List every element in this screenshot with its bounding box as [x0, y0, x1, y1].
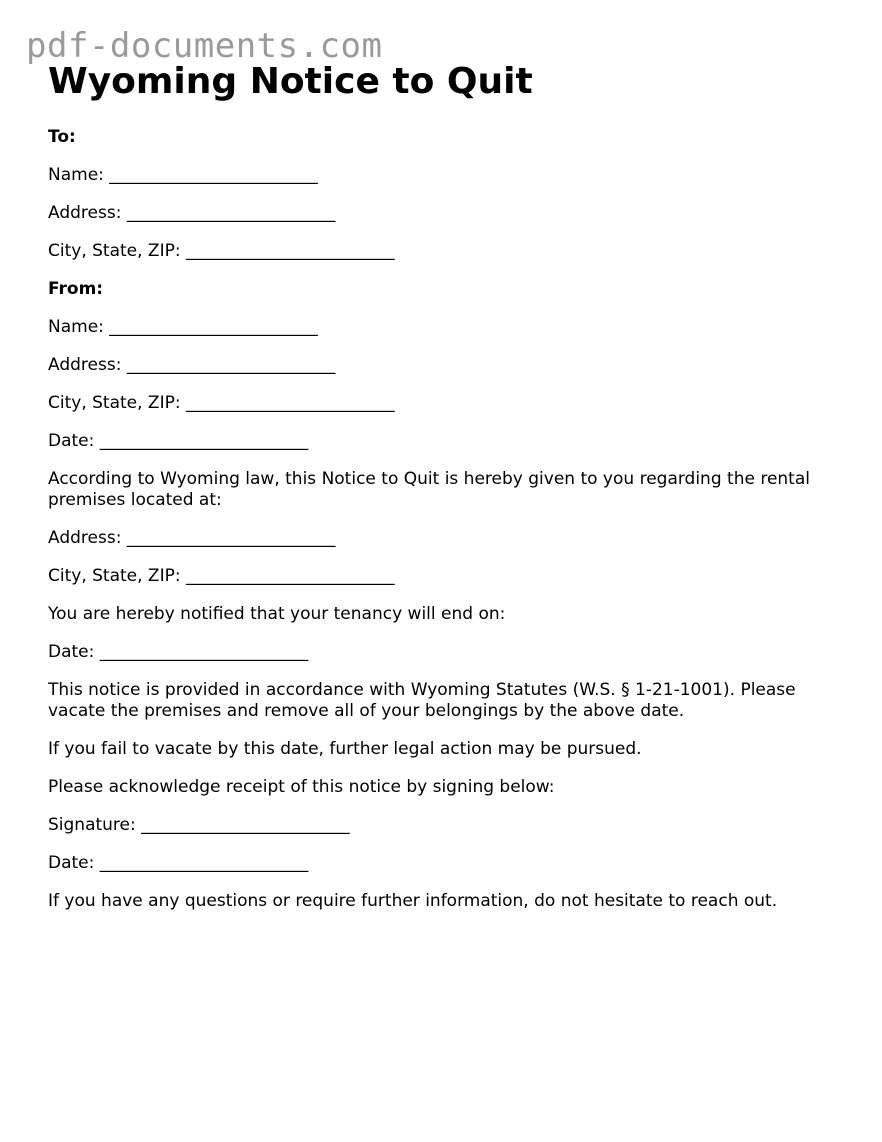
notice-date-field[interactable]: __________________________: [99, 431, 308, 451]
closing-text: If you have any questions or require further information, do not hesitate to reach out.: [48, 891, 778, 911]
watermark: pdf-documents.com: [26, 26, 383, 66]
signature-label: Signature:: [48, 815, 136, 835]
premises-address-row: [48, 528, 838, 549]
notice-date-label: Date:: [48, 431, 95, 451]
premises-intro: According to Wyoming law, this Notice to Quit is hereby given to you regarding the rental premises located at:: [48, 469, 810, 510]
signature-date-row: [48, 853, 838, 874]
from-name-row: [48, 317, 838, 338]
to-name-label: Name:: [48, 165, 104, 185]
from-city-label: City, State, ZIP:: [48, 393, 181, 413]
signature-date-label: Date:: [48, 853, 95, 873]
premises-city-row: [48, 566, 838, 587]
to-name-row: [48, 165, 838, 186]
from-heading: From:: [48, 279, 104, 299]
premises-address-field[interactable]: __________________________: [126, 528, 335, 548]
termination-date-label: Date:: [48, 642, 95, 662]
signature-date-field[interactable]: __________________________: [99, 853, 308, 873]
termination-date-row: [48, 642, 838, 663]
from-address-field[interactable]: __________________________: [126, 355, 335, 375]
from-address-row: [48, 355, 838, 376]
warning-text: If you fail to vacate by this date, further legal action may be pursued.: [48, 739, 642, 759]
from-name-label: Name:: [48, 317, 104, 337]
from-address-label: Address:: [48, 355, 122, 375]
to-city-row: [48, 241, 838, 262]
signature-row: [48, 815, 838, 836]
from-city-row: [48, 393, 838, 414]
to-name-field[interactable]: __________________________: [109, 165, 318, 185]
notice-date-row: [48, 431, 838, 452]
to-city-field[interactable]: __________________________: [185, 241, 394, 261]
to-address-field[interactable]: __________________________: [126, 203, 335, 223]
premises-address-label: Address:: [48, 528, 122, 548]
from-city-field[interactable]: __________________________: [185, 393, 394, 413]
termination-date-field[interactable]: __________________________: [99, 642, 308, 662]
signature-field[interactable]: __________________________: [141, 815, 350, 835]
to-address-label: Address:: [48, 203, 122, 223]
from-name-field[interactable]: __________________________: [109, 317, 318, 337]
page-title: Wyoming Notice to Quit: [48, 61, 533, 102]
statute-text: This notice is provided in accordance with Wyoming Statutes (W.S. § 1-21-1001). Please vacate the premises and remove all of your belongings by the above date.: [48, 680, 796, 721]
to-city-label: City, State, ZIP:: [48, 241, 181, 261]
notice-body: [48, 127, 838, 929]
premises-city-field[interactable]: __________________________: [185, 566, 394, 586]
to-heading: To:: [48, 127, 76, 147]
premises-city-label: City, State, ZIP:: [48, 566, 181, 586]
acknowledge-text: Please acknowledge receipt of this notice by signing below:: [48, 777, 555, 797]
termination-intro: You are hereby notified that your tenancy will end on:: [48, 604, 506, 624]
to-address-row: [48, 203, 838, 224]
